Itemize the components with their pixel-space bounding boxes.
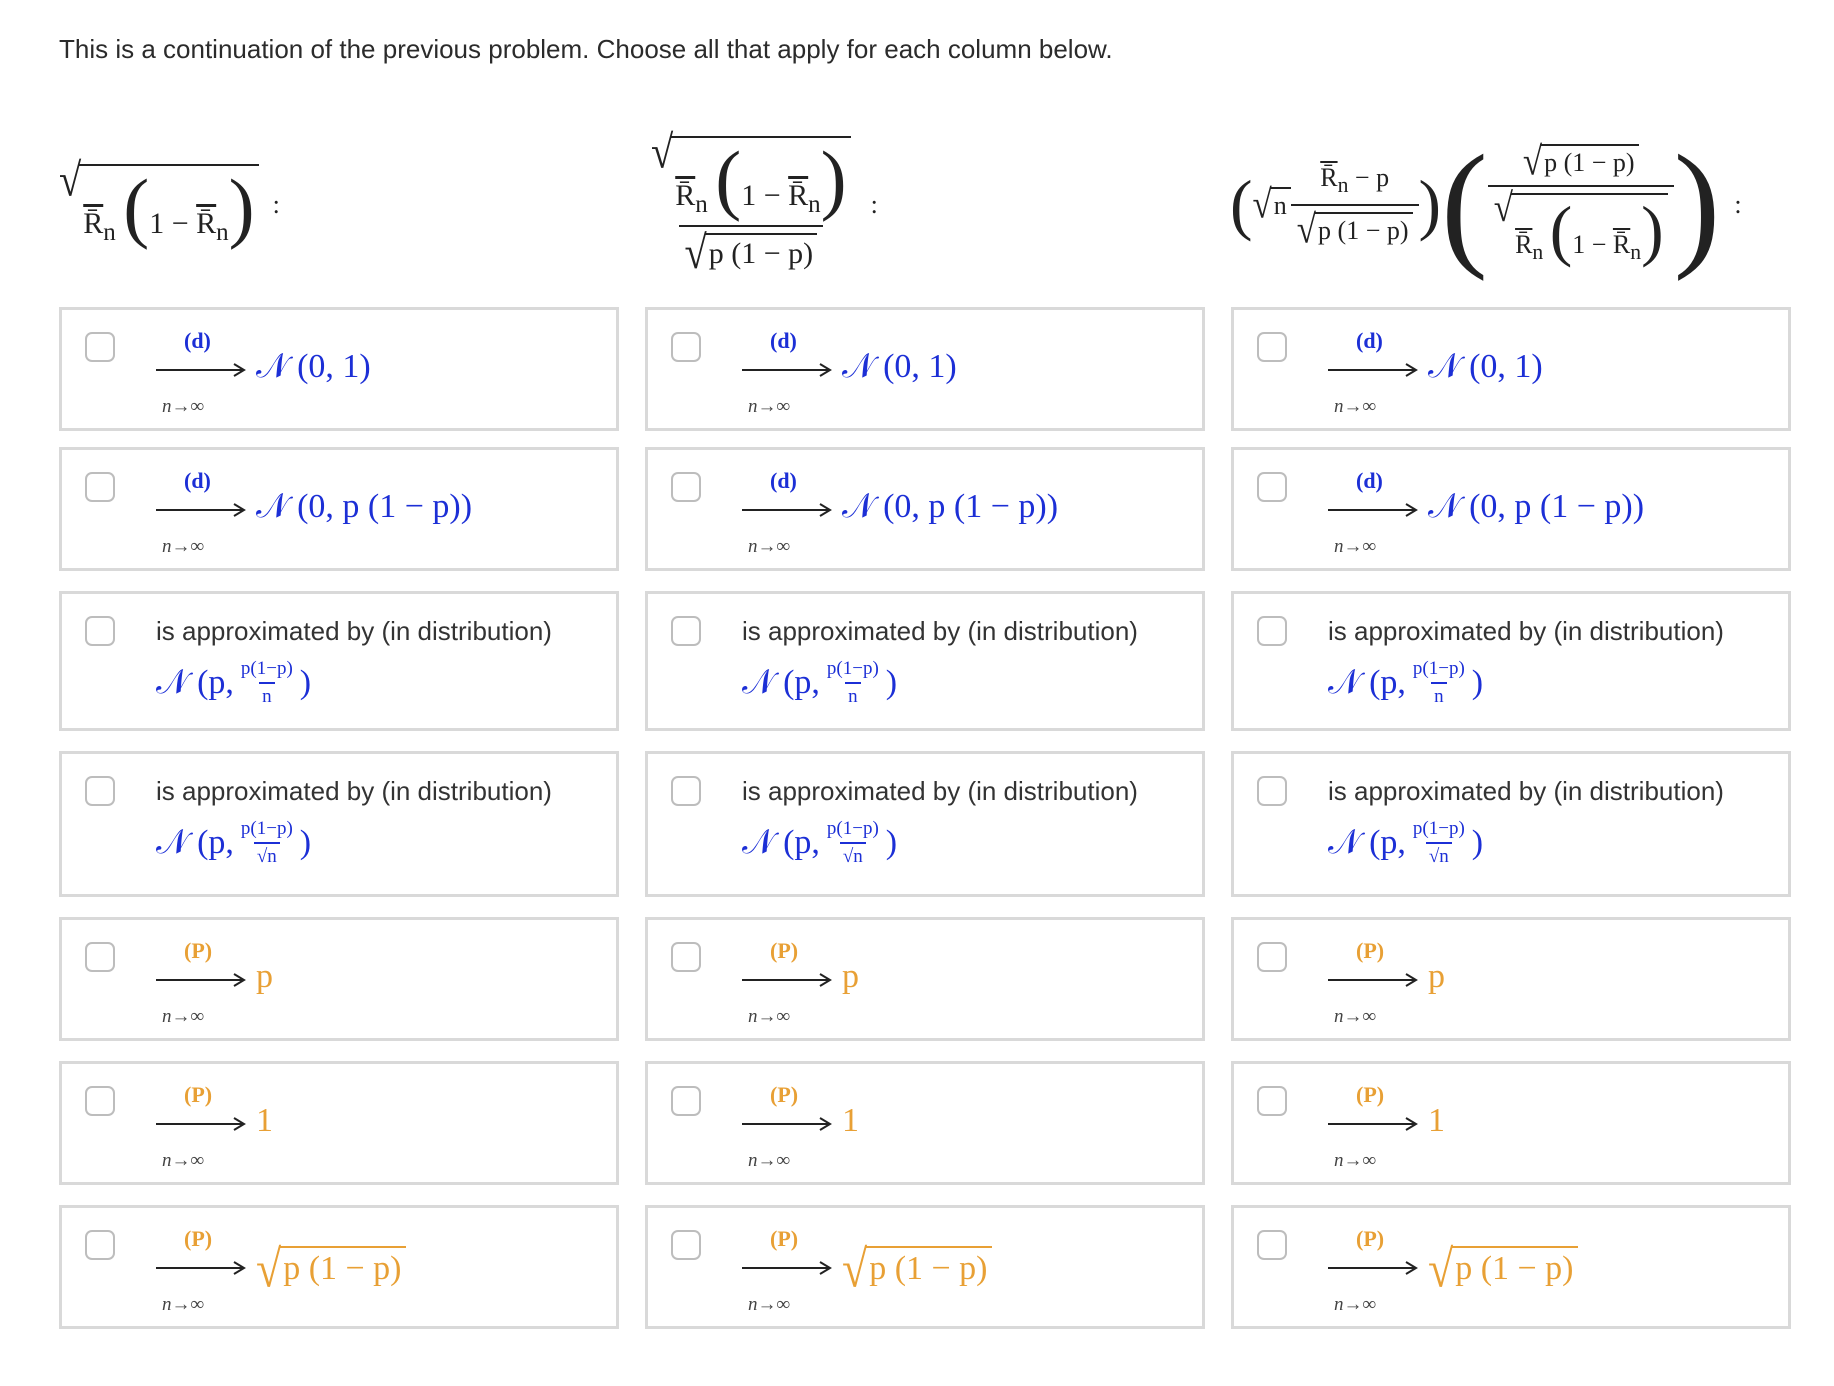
convergence-target: 𝒩 (0, p (1 − p))	[842, 488, 1059, 525]
option-card[interactable]	[1231, 1205, 1791, 1329]
option-row	[59, 591, 1791, 731]
option-checkbox[interactable]	[1257, 616, 1287, 646]
column-2-header: √ $R̄_n$ $(1 - R̄_n)$ √ p (1 − p) :	[651, 126, 878, 279]
option-checkbox[interactable]	[671, 1086, 701, 1116]
option-card[interactable]	[59, 591, 619, 731]
option-card[interactable]	[645, 447, 1205, 571]
limit-subscript: n→∞	[1334, 1006, 1377, 1027]
option-card[interactable]	[1231, 751, 1791, 897]
convergence-target	[1428, 1239, 1578, 1298]
option-checkbox[interactable]	[1257, 332, 1287, 362]
convergence-type-label: (d)	[1356, 468, 1383, 493]
option-checkbox[interactable]	[671, 332, 701, 362]
column-3-header: ( √ n $R̄_n - p$ √ p (1 − p) ) ( √ p (1 − p) √ $R̄_n$ $(1 - R̄_n)$ ) :	[1230, 126, 1742, 282]
convergence-arrow-icon	[1328, 362, 1422, 378]
option-checkbox[interactable]	[671, 776, 701, 806]
convergence-type-label: (P)	[184, 1082, 213, 1107]
option-checkbox[interactable]	[1257, 776, 1287, 806]
option-card[interactable]	[1231, 917, 1791, 1041]
convergence-target: 𝒩 (0, 1)	[1428, 348, 1543, 385]
convergence-type-label: (P)	[770, 938, 799, 963]
option-card[interactable]	[59, 751, 619, 897]
convergence-arrow-icon	[156, 1260, 250, 1276]
convergence-type-label: (P)	[770, 1082, 799, 1107]
convergence-target: p	[842, 958, 859, 995]
convergence-arrow-icon	[742, 1260, 836, 1276]
convergence-arrow-icon	[742, 972, 836, 988]
options-grid	[59, 307, 1791, 1329]
convergence-arrow-icon	[156, 362, 250, 378]
convergence-type-label: (P)	[1356, 1082, 1385, 1107]
limit-subscript: n→∞	[748, 536, 791, 557]
convergence-arrow-icon	[742, 1116, 836, 1132]
column-1-header: √ $R̄_n$ $(1 - R̄_n)$ :	[59, 153, 280, 250]
limit-subscript: n→∞	[748, 396, 791, 417]
option-row	[59, 307, 1791, 431]
convergence-target: 1	[842, 1102, 859, 1139]
convergence-arrow-icon	[156, 502, 250, 518]
limit-subscript: n→∞	[1334, 396, 1377, 417]
option-checkbox[interactable]	[85, 1086, 115, 1116]
convergence-type-label: (P)	[1356, 938, 1385, 963]
convergence-target: 𝒩 (0, 1)	[256, 348, 371, 385]
convergence-target	[256, 1239, 406, 1298]
convergence-type-label: (d)	[770, 468, 797, 493]
convergence-arrow-icon	[1328, 972, 1422, 988]
convergence-target: 𝒩 (0, p (1 − p))	[1428, 488, 1645, 525]
approx-description: is approximated by (in distribution)	[156, 776, 552, 806]
convergence-arrow-icon	[1328, 502, 1422, 518]
limit-subscript: n→∞	[1334, 536, 1377, 557]
approx-distribution: 𝒩 (p, p(1−p) √n )	[1328, 818, 1484, 867]
option-card[interactable]	[645, 917, 1205, 1041]
convergence-arrow-icon	[156, 972, 250, 988]
convergence-target: p	[256, 958, 273, 995]
option-row	[59, 751, 1791, 897]
option-card[interactable]	[59, 917, 619, 1041]
option-checkbox[interactable]	[85, 942, 115, 972]
option-card[interactable]	[645, 591, 1205, 731]
option-card[interactable]	[1231, 307, 1791, 431]
option-card[interactable]	[59, 307, 619, 431]
option-card[interactable]	[1231, 447, 1791, 571]
convergence-arrow-icon	[1328, 1260, 1422, 1276]
option-card[interactable]	[645, 1205, 1205, 1329]
limit-subscript: n→∞	[748, 1006, 791, 1027]
option-checkbox[interactable]	[671, 472, 701, 502]
option-checkbox[interactable]	[1257, 942, 1287, 972]
convergence-type-label: (P)	[184, 1226, 213, 1251]
approx-description: is approximated by (in distribution)	[742, 776, 1138, 806]
option-card[interactable]	[1231, 1061, 1791, 1185]
limit-subscript: n→∞	[1334, 1294, 1377, 1315]
option-checkbox[interactable]	[85, 1230, 115, 1260]
option-checkbox[interactable]	[85, 332, 115, 362]
option-checkbox[interactable]	[85, 776, 115, 806]
option-checkbox[interactable]	[671, 942, 701, 972]
sqrt-target: √ p (1 − p)	[842, 1246, 992, 1292]
convergence-arrow-icon	[742, 362, 836, 378]
convergence-target	[842, 1239, 992, 1298]
approx-description: is approximated by (in distribution)	[1328, 776, 1724, 806]
option-row	[59, 917, 1791, 1041]
option-checkbox[interactable]	[85, 472, 115, 502]
convergence-type-label: (P)	[1356, 1226, 1385, 1251]
limit-subscript: n→∞	[748, 1150, 791, 1171]
convergence-type-label: (P)	[184, 938, 213, 963]
option-card[interactable]	[645, 1061, 1205, 1185]
option-card[interactable]	[59, 447, 619, 571]
limit-subscript: n→∞	[162, 396, 205, 417]
convergence-target: p	[1428, 958, 1445, 995]
convergence-type-label: (d)	[184, 468, 211, 493]
approx-distribution: 𝒩 (p, p(1−p) n )	[156, 658, 312, 707]
option-checkbox[interactable]	[1257, 1086, 1287, 1116]
option-row	[59, 447, 1791, 571]
approx-distribution: 𝒩 (p, p(1−p) √n )	[742, 818, 898, 867]
convergence-target: 𝒩 (0, p (1 − p))	[256, 488, 473, 525]
limit-subscript: n→∞	[162, 536, 205, 557]
option-checkbox[interactable]	[671, 1230, 701, 1260]
option-card[interactable]	[1231, 591, 1791, 731]
convergence-type-label: (d)	[1356, 328, 1383, 353]
sqrt-target: √ p (1 − p)	[256, 1246, 406, 1292]
approx-description: is approximated by (in distribution)	[156, 616, 552, 646]
header-1-sqrt: √ $R̄_n$ $(1 - R̄_n)$	[59, 164, 259, 247]
convergence-arrow-icon	[156, 1116, 250, 1132]
limit-subscript: n→∞	[748, 1294, 791, 1315]
option-checkbox[interactable]	[85, 616, 115, 646]
question-prompt: This is a continuation of the previous problem. Choose all that apply for each column below.	[59, 34, 1113, 64]
approx-distribution: 𝒩 (p, p(1−p) n )	[742, 658, 898, 707]
approx-distribution: 𝒩 (p, p(1−p) √n )	[156, 818, 312, 867]
convergence-type-label: (d)	[184, 328, 211, 353]
convergence-type-label: (P)	[770, 1226, 799, 1251]
limit-subscript: n→∞	[162, 1006, 205, 1027]
option-card[interactable]	[645, 307, 1205, 431]
limit-subscript: n→∞	[162, 1150, 205, 1171]
limit-subscript: n→∞	[1334, 1150, 1377, 1171]
sqrt-target: √ p (1 − p)	[1428, 1246, 1578, 1292]
convergence-target: 1	[256, 1102, 273, 1139]
option-checkbox[interactable]	[1257, 472, 1287, 502]
option-card[interactable]	[59, 1061, 619, 1185]
convergence-target: 1	[1428, 1102, 1445, 1139]
option-card[interactable]	[645, 751, 1205, 897]
convergence-arrow-icon	[1328, 1116, 1422, 1132]
limit-subscript: n→∞	[162, 1294, 205, 1315]
approx-description: is approximated by (in distribution)	[742, 616, 1138, 646]
approx-distribution: 𝒩 (p, p(1−p) n )	[1328, 658, 1484, 707]
option-card[interactable]	[59, 1205, 619, 1329]
option-row	[59, 1061, 1791, 1185]
option-checkbox[interactable]	[1257, 1230, 1287, 1260]
option-checkbox[interactable]	[671, 616, 701, 646]
approx-description: is approximated by (in distribution)	[1328, 616, 1724, 646]
convergence-arrow-icon	[742, 502, 836, 518]
convergence-target: 𝒩 (0, 1)	[842, 348, 957, 385]
convergence-type-label: (d)	[770, 328, 797, 353]
option-row	[59, 1205, 1791, 1329]
